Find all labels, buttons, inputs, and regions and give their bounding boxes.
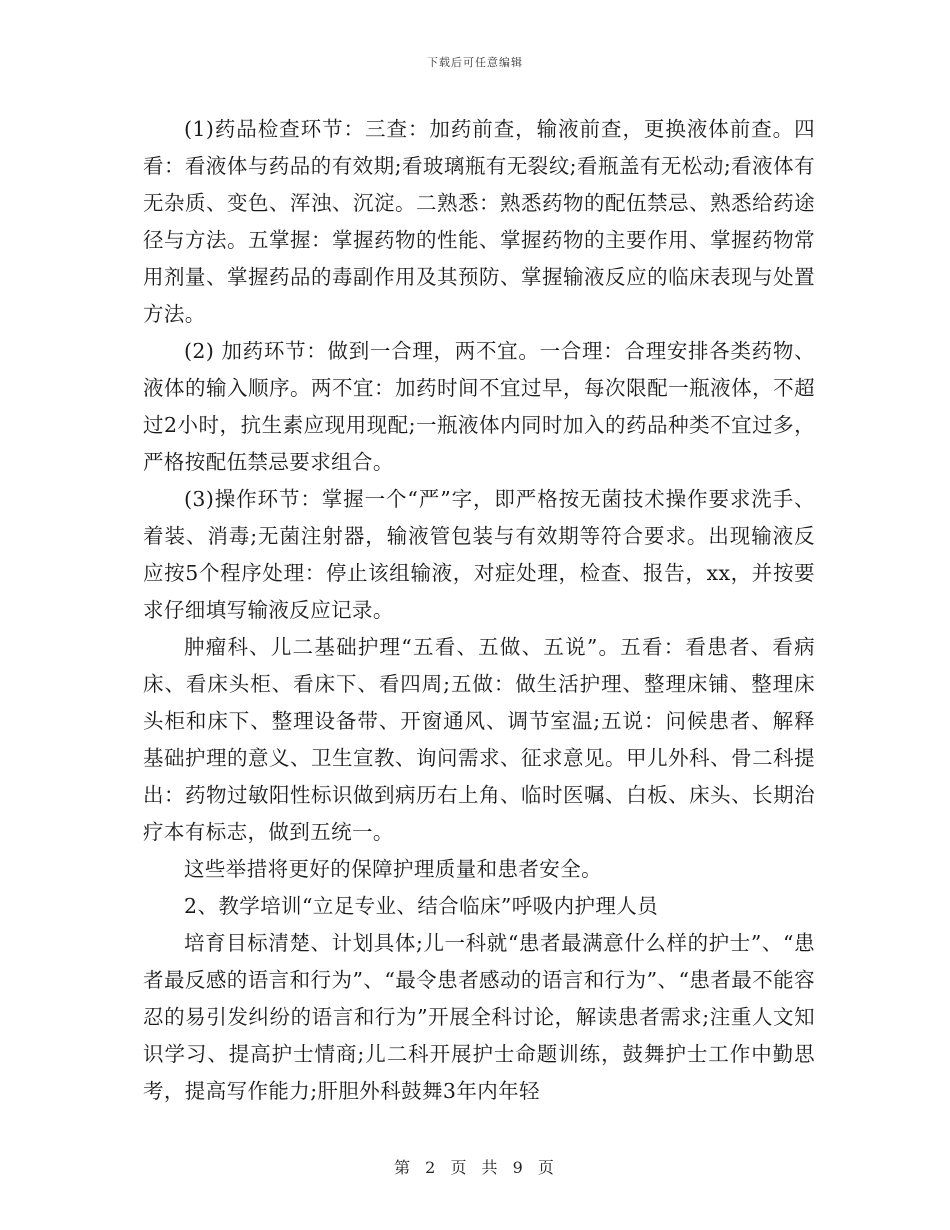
paragraph-measures: 这些举措将更好的保障护理质量和患者安全。 (184, 857, 602, 881)
document-body (143, 111, 815, 1110)
paragraph-operation: (3)操作环节：掌握一个“严”字，即严格按无菌技术操作要求洗手、着装、消毒;无菌注射器，输液管包装与有效期等符合要求。出现输液反应按5个程序处理：停止该组输液，对症处理，检查、报告，xx，并按要求仔细填写输液反应记录。 (143, 487, 815, 622)
paragraph-drug-adding: (2) 加药环节：做到一合理，两不宜。一合理：合理安排各类药物、液体的输入顺序。两不宜：加药时间不宜过早，每次限配一瓶液体，不超过2小时，抗生素应现用现配;一瓶液体内同时加入的药品种类不宜过多，严格按配伍禁忌要求组合。 (143, 339, 815, 474)
paragraph-teaching-heading: 2、教学培训“立足专业、结合临床”呼吸内护理人员 (184, 894, 659, 918)
paragraph-training-goals: 培育目标清楚、计划具体;儿一科就“患者最满意什么样的护士”、“患者最反感的语言和行为”、“最令患者感动的语言和行为”、“患者最不能容忍的易引发纠纷的语言和行为”开展全科讨论，解读患者需求;注重人文知识学习、提高护士情商;儿二科开展护士命题训练，鼓舞护士工作中勤思考，提高写作能力;肝胆外科鼓舞3年内年轻 (143, 931, 815, 1103)
paragraph-basic-nursing: 肿瘤科、儿二基础护理“五看、五做、五说”。五看：看患者、看病床、看床头柜、看床下、看四周;五做：做生活护理、整理床铺、整理床头柜和床下、整理设备带、开窗通风、调节室温;五说：问候患者、解释基础护理的意义、卫生宣教、询问需求、征求意见。甲儿外科、骨二科提出：药物过敏阳性标识做到病历右上角、临时医嘱、白板、床头、长期治疗本有标志，做到五统一。 (143, 635, 815, 844)
paragraph-drug-inspection: (1)药品检查环节：三查：加药前查，输液前查，更换液体前查。四看：看液体与药品的有效期;看玻璃瓶有无裂纹;看瓶盖有无松动;看液体有无杂质、变色、浑浊、沉淀。二熟悉：熟悉药物的配伍禁忌、熟悉给药途径与方法。五掌握：掌握药物的性能、掌握药物的主要作用、掌握药物常用剂量、掌握药品的毒副作用及其预防、掌握输液反应的临床表现与处置方法。 (143, 117, 815, 326)
page-number: 第 2 页 共 9 页 (394, 1158, 556, 1177)
page-header: 下载后可任意编辑 (427, 56, 523, 69)
